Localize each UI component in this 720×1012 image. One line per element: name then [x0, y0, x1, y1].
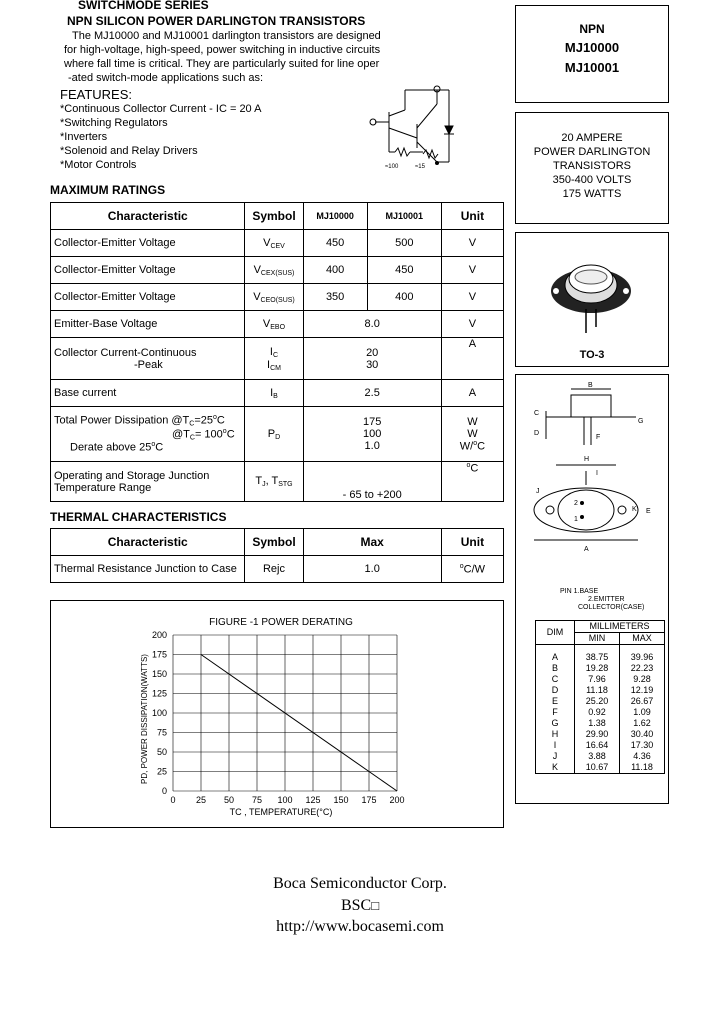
dim-label-h: H	[584, 456, 590, 463]
table-row: Collector-Emitter Voltage $V_{CEO(SUS)}$ 350 400 V	[51, 284, 504, 311]
intro-line-2: for high-voltage, high-speed, power switching in inductive circuits	[64, 44, 381, 56]
dim-label-d: D	[534, 430, 540, 437]
dim-label-k: K	[632, 506, 637, 513]
thermal-header-max: Max	[303, 529, 441, 556]
dim-label-a: A	[584, 546, 589, 553]
table-row: J 3.88 4.36	[536, 751, 665, 762]
pin-note-1: PIN 1.BASE	[560, 588, 599, 595]
table-row: Collector Current-Continuous -Peak $I_C$ $I_{CM}$ 20 30 A	[51, 338, 504, 380]
mm-header: MILLIMETERS	[575, 621, 665, 633]
part-type: NPN	[579, 22, 605, 36]
y-tick-label: 25	[156, 766, 167, 777]
thermal-table	[50, 528, 504, 583]
y-tick-label: 100	[151, 708, 167, 718]
table-row: E 25.20 26.67	[536, 696, 665, 707]
x-tick-label: 50	[223, 795, 235, 805]
pin-note-2: 2.EMITTER	[588, 596, 625, 603]
spec-line: TRANSISTORS	[552, 160, 632, 172]
resistor-2-label: ≈15	[415, 164, 425, 170]
package-box	[515, 232, 669, 367]
table-row: Total Power Dissipation $@T_C=25^oC$ $@T_C= 100^oC$ Derate above 25$^o$C $P_D$ 175 100 1.0 W W W/$^o$C	[51, 407, 504, 462]
thermal-header-unit: Unit	[441, 529, 503, 556]
thermal-header-characteristic: Characteristic	[51, 529, 245, 556]
x-tick-label: 0	[170, 795, 176, 805]
table-row: Base current $I_B$ 2.5 A	[51, 380, 504, 407]
footer-company: Boca Semiconductor Corp.	[273, 875, 447, 892]
doc-title: NPN SILICON POWER DARLINGTON TRANSISTORS	[67, 14, 366, 28]
chart-x-label: TC , TEMPERATURE(°C)	[229, 807, 333, 817]
header-mj10001: MJ10001	[367, 203, 441, 230]
chart-title: FIGURE -1 POWER DERATING	[209, 617, 353, 628]
max-ratings-table	[50, 202, 504, 502]
thermal-header-symbol: Symbol	[245, 529, 303, 556]
y-tick-label: 175	[151, 649, 167, 660]
min-header: MIN	[575, 633, 620, 645]
feature-item: *Inverters	[60, 131, 108, 143]
table-row: Thermal Resistance Junction to Case Rejc 1.0 $^o$C/W	[51, 556, 504, 583]
chart-y-label: PD, POWER DISSIPATION(WATTS)	[140, 654, 149, 784]
intro-line-3: where fall time is critical. They are particularly suited for line oper	[64, 58, 380, 70]
feature-item: *Switching Regulators	[60, 117, 168, 129]
table-row: G 1.38 1.62	[536, 718, 665, 729]
spec-summary-box	[515, 112, 669, 224]
max-ratings-title: MAXIMUM RATINGS	[50, 183, 166, 197]
to3-package-image	[546, 251, 636, 341]
x-tick-label: 100	[277, 795, 293, 805]
derating-line	[201, 655, 397, 792]
x-tick-label: 175	[361, 795, 377, 805]
pin-label-1: 1	[574, 516, 578, 523]
spec-line: 350-400 VOLTS	[552, 174, 632, 186]
dim-label-g: G	[638, 418, 644, 425]
table-row: Collector-Emitter Voltage $V_{CEV}$ 450 500 V	[51, 230, 504, 257]
dim-header: DIM	[536, 621, 575, 645]
feature-item	[60, 103, 261, 115]
power-derating-chart	[51, 601, 503, 827]
table-row: K 10.67 11.18	[536, 762, 665, 774]
y-tick-label: 200	[151, 630, 167, 640]
table-row: H 29.90 30.40	[536, 729, 665, 740]
x-tick-label: 125	[305, 795, 321, 805]
feature-item: *Solenoid and Relay Drivers	[60, 145, 198, 157]
part-number-1: MJ10000	[564, 40, 620, 55]
dim-label-i: I	[596, 470, 598, 477]
part-number-2: MJ10001	[564, 60, 620, 75]
footer-url[interactable]: http://www.bocasemi.com	[276, 918, 444, 935]
package-label: TO-3	[579, 349, 605, 361]
dim-label-j: J	[536, 488, 540, 495]
y-tick-label: 125	[151, 688, 167, 699]
x-tick-label: 75	[251, 795, 263, 805]
feature-item: *Motor Controls	[60, 159, 137, 171]
header-symbol: Symbol	[245, 203, 303, 230]
series-title: SWITCHMODE SERIES	[78, 0, 209, 12]
dimensions-table	[535, 620, 665, 774]
table-row: Emitter-Base Voltage $V_{EBO}$ 8.0 V	[51, 311, 504, 338]
spec-line: 175 WATTS	[562, 188, 622, 200]
dim-label-e: E	[646, 508, 651, 515]
x-tick-label: 200	[389, 795, 405, 805]
footer-abbr: BSC□	[340, 897, 380, 914]
table-row: I 16.64 17.30	[536, 740, 665, 751]
x-tick-label: 25	[195, 795, 207, 805]
header-mj10000: MJ10000	[303, 203, 367, 230]
y-tick-label: 150	[151, 669, 167, 679]
power-derating-figure	[50, 600, 504, 828]
features-title: FEATURES:	[60, 87, 132, 102]
table-row: B 19.28 22.23	[536, 663, 665, 674]
dim-label-c: C	[534, 410, 540, 417]
header-characteristic: Characteristic	[51, 203, 245, 230]
part-number-box	[515, 5, 669, 103]
header-unit: Unit	[441, 203, 503, 230]
pin-note-3: COLLECTOR(CASE)	[578, 604, 645, 611]
dim-label-f: F	[596, 434, 601, 441]
table-row: C 7.96 9.28	[536, 674, 665, 685]
intro-line-4: -ated switch-mode applications such as:	[68, 72, 264, 84]
table-row: F 0.92 1.09	[536, 707, 665, 718]
pin-label-2: 2	[574, 500, 578, 507]
table-row: Collector-Emitter Voltage $V_{CEX(SUS)}$ 400 450 V	[51, 257, 504, 284]
y-tick-label: 50	[156, 747, 167, 757]
max-header: MAX	[619, 633, 664, 645]
x-tick-label: 150	[333, 795, 349, 805]
table-row: A 38.75 39.96	[536, 652, 665, 663]
intro-line-1: The MJ10000 and MJ10001 darlington transistors are designed	[72, 30, 381, 42]
outline-drawing	[516, 375, 668, 615]
thermal-title: THERMAL CHARACTERISTICS	[50, 510, 227, 524]
outline-box	[515, 374, 669, 804]
resistor-1-label: ≈100	[385, 164, 399, 170]
table-row: Operating and Storage Junction Temperature Range $T_J$, $T_{STG}$ - 65 to +200 $^o$C	[51, 462, 504, 502]
table-row: D 11.18 12.19	[536, 685, 665, 696]
y-tick-label: 75	[156, 727, 167, 738]
feature-current-label: *Continuous Collector Current - IC = 20 A	[60, 103, 262, 115]
spec-line: POWER DARLINGTON	[533, 146, 651, 158]
dim-label-b: B	[588, 382, 593, 389]
darlington-schematic	[365, 82, 475, 172]
y-tick-label: 0	[161, 786, 167, 796]
spec-line: 20 AMPERE	[561, 132, 623, 144]
